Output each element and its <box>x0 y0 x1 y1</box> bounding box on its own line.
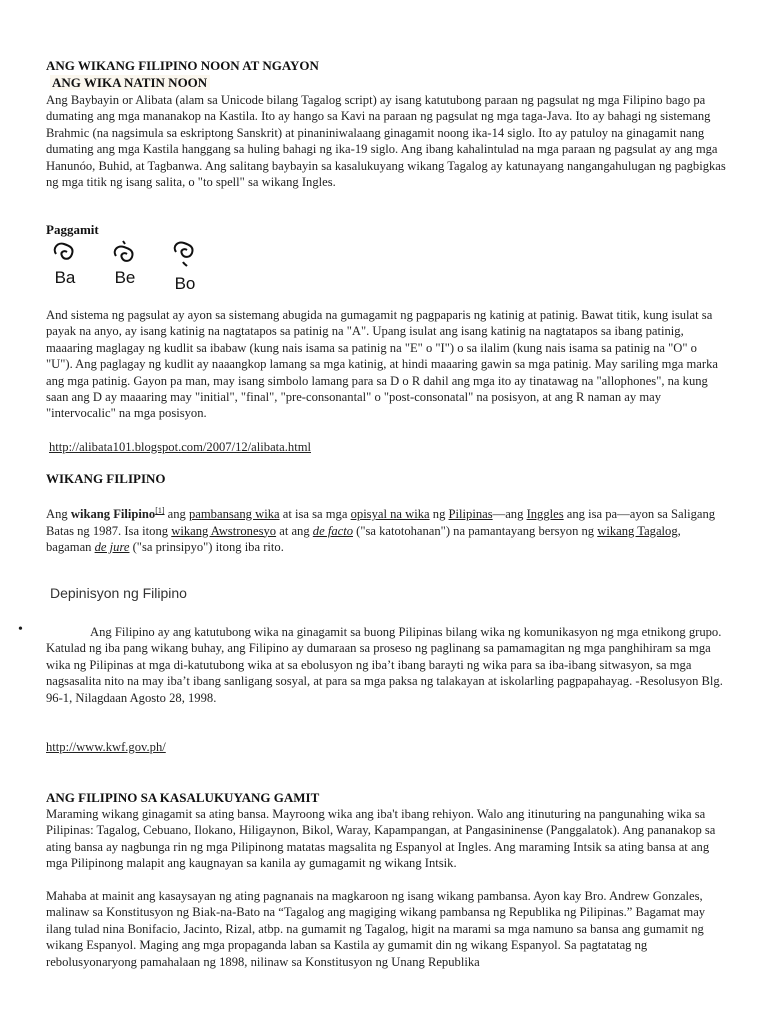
link-inggles[interactable]: Inggles <box>526 507 564 522</box>
wika-paragraph-block <box>46 806 726 872</box>
syllable-label: Be <box>114 268 136 287</box>
text-span: ("sa prinsipyo") itong iba rito. <box>129 540 284 554</box>
kwf-link[interactable]: http://www.kwf.gov.ph/ <box>46 740 166 754</box>
baybayin-paragraph: Ang Baybayin or Alibata (alam sa Unicode bilang Tagalog script) ay isang katutubong paraan ng pagsulat ng mga Filipino bago pa dumating ang mga mananakop na Kastila. Ito ay hango sa Kavi na paraan ng pagsulat ng mga taga-Java. Ito ay bahagi ng sistemang Brahmic (na nagsimula sa eskriptong Sanskrit) at pinaniniwalaang ginagamit noong ika-14 siglo. Ito ay patuloy na ginagamit nang dumating ang mga Kastila hanggang sa huling bahagi ng ika-19 siglo. Ang ibang kahalintulad na mga paraan ng pagsulat ay ang mga Hanunóo, Buhid, at Tagbanwa. Ang salitang baybayin sa kasalukuyang wikang Tagalog ay katunayang nangangahulugan ng pagbigkas ng mga titik ng isang salita, o "to spell" sa wikang Ingles. <box>46 93 726 190</box>
text-span: —ang <box>492 507 527 522</box>
depinisyon-section <box>50 585 730 603</box>
footnote-link[interactable]: [1] <box>155 506 165 515</box>
text-span: ("sa katotohanan") na pamantayang bersyon ng <box>353 523 598 538</box>
syllable-be <box>106 240 144 294</box>
text-span: ng <box>429 507 449 522</box>
section-subtitle: ANG WIKA NATIN NOON <box>50 75 210 90</box>
link-de-facto[interactable] <box>313 524 353 538</box>
italic-term: de facto <box>312 523 354 538</box>
bold-term: wikang Filipino <box>70 507 156 522</box>
baybayin-ba-icon <box>46 240 84 264</box>
italic-term: de jure <box>94 540 130 554</box>
baybayin-bo-icon <box>166 240 204 270</box>
text-span: ang <box>164 507 189 522</box>
paggamit-heading: Paggamit <box>46 222 99 237</box>
intro-paragraph <box>46 92 726 190</box>
text-span: at ang <box>276 523 313 538</box>
bullet-marker: • <box>18 622 23 637</box>
page-title: ANG WIKANG FILIPINO NOON AT NGAYON <box>46 58 319 73</box>
wikang-filipino-section <box>46 471 726 487</box>
kasaysayan-paragraph-block <box>46 888 726 970</box>
text-span: Ang <box>46 507 71 522</box>
text-span: , bagaman <box>46 523 681 554</box>
wikang-filipino-paragraph <box>46 503 726 555</box>
syllable-bo <box>166 240 204 294</box>
link-block-2 <box>46 738 726 756</box>
abugida-paragraph-block <box>46 307 726 422</box>
abugida-paragraph: And sistema ng pagsulat ay ayon sa sistemang abugida na gumagamit ng pagpaparis ng katinig at patinig. Bawat titik, kung isulat sa payak na anyo, ay isang katinig na nagtatapos sa patinig na "A". Upang isulat ang isang katinig na nagtatapos sa ibang patinig, maaaring maglagay ng kudlit sa ibabaw (kung nais isama sa patinig na "E" o "I") o sa ilalim (kung nais isama sa patinig na "O" o "U"). Ang paglagay ng kudlit ay naaangkop lamang sa mga katinig, at hindi maaaring gawin sa mga patinig. May sariling mga marka ang mga patinig. Gayon pa man, may isang simbolo lamang para sa D o R dahil ang mga ito ay tinatawag na "allophones", na kung saan ang D ay maaaring may "initial", "final", "pre-consonantal" o "post-consonatal" na posisyon, at ang R naman ay may "intervocalic" na mga posisyon. <box>46 308 718 421</box>
link-opisyal-na-wika[interactable]: opisyal na wika <box>350 507 430 522</box>
link-block-1 <box>49 438 729 456</box>
document-header <box>46 58 726 92</box>
definition-paragraph: Ang Filipino ay ang katutubong wika na ginagamit sa buong Pilipinas bilang wika ng komunikasyon ng mga etnikong grupo. Katulad ng iba pang wikang buhay, ang Filipino ay dumaraan sa proseso ng paglinang sa pamamagitan ng mga panghihiram sa mga wika ng Pilipinas at mga di-katutubong wika at sa ebolusyon ng iba’t ibang barayti ng wika para sa iba-ibang sitwasyon, sa mga nagsasalita nito na may iba’t ibang sanligang sosyal, at para sa mga paksa ng talakayan at iskolarling pagpapahayag. -Resolusyon Blg. 96-1, Nilagdaan Agosto 28, 1998. <box>46 625 723 705</box>
text-span: at isa sa mga <box>279 507 351 522</box>
link-de-jure[interactable] <box>95 540 130 554</box>
syllable-label: Ba <box>54 268 76 287</box>
link-wikang-tagalog[interactable]: wikang Tagalog <box>597 523 678 538</box>
paggamit-section <box>46 222 726 238</box>
text-span: ang isa pa—ayon sa Saligang Batas ng 1987. Isa itong <box>46 507 716 538</box>
kasalukuyang-section <box>46 790 726 806</box>
syllable-symbols <box>46 240 204 294</box>
baybayin-be-icon <box>106 240 144 264</box>
syllable-label: Bo <box>174 274 196 293</box>
kasalukuyang-heading: ANG FILIPINO SA KASALUKUYANG GAMIT <box>46 790 320 805</box>
link-pilipinas[interactable]: Pilipinas <box>448 507 493 522</box>
alibata-link[interactable]: http://alibata101.blogspot.com/2007/12/alibata.html <box>49 440 311 454</box>
definition-block <box>46 624 726 706</box>
link-pambansang-wika[interactable]: pambansang wika <box>189 507 280 522</box>
syllable-ba <box>46 240 84 294</box>
wikang-filipino-heading: WIKANG FILIPINO <box>46 471 166 486</box>
wika-paragraph: Maraming wikang ginagamit sa ating bansa. Mayroong wika ang iba't ibang rehiyon. Walo ang itinuturing na pangunahing wika sa Pilipinas: Tagalog, Cebuano, Ilokano, Hiligaynon, Bikol, Waray, Kapampangan, at Pangasininense (Panggalatok). Ang pananakop sa ating bansa ay nagbunga rin ng mga Pilipinong matatas magsalita ng Espanyol at Ingles. Ang maraming Intsik sa ating bansa at ang mga Pilipinong malapit ang kaugnayan sa kanila ay gumagamit ng wikang Intsik. <box>46 807 716 871</box>
link-wikang-awstronesyo[interactable]: wikang Awstronesyo <box>171 523 277 538</box>
kasaysayan-paragraph: Mahaba at mainit ang kasaysayan ng ating pagnanais na magkaroon ng isang wikang pambansa. Ayon kay Bro. Andrew Gonzales, malinaw sa Konstitusyon ng Biak-na-Bato na “Tagalog ang magiging wikang pambansa ng Republika ng Pilipinas.” Bagamat may ilang tulad nina Bonifacio, Jacinto, Rizal, atbp. na gumamit ng Tagalog, higit na marami sa mga namuno sa bansa ang gumamit ng wikang Espanyol. Maging ang mga propaganda laban sa Kastila ay gumamit din ng wikang Espanyol. Sa pagtatatag ng rebolusyonaryong pamahalaan ng 1898, nilinaw sa Konstitusyon ng Unang Republika <box>46 889 706 969</box>
depinisyon-heading: Depinisyon ng Filipino <box>50 585 187 601</box>
wikang-filipino-text <box>46 503 726 555</box>
